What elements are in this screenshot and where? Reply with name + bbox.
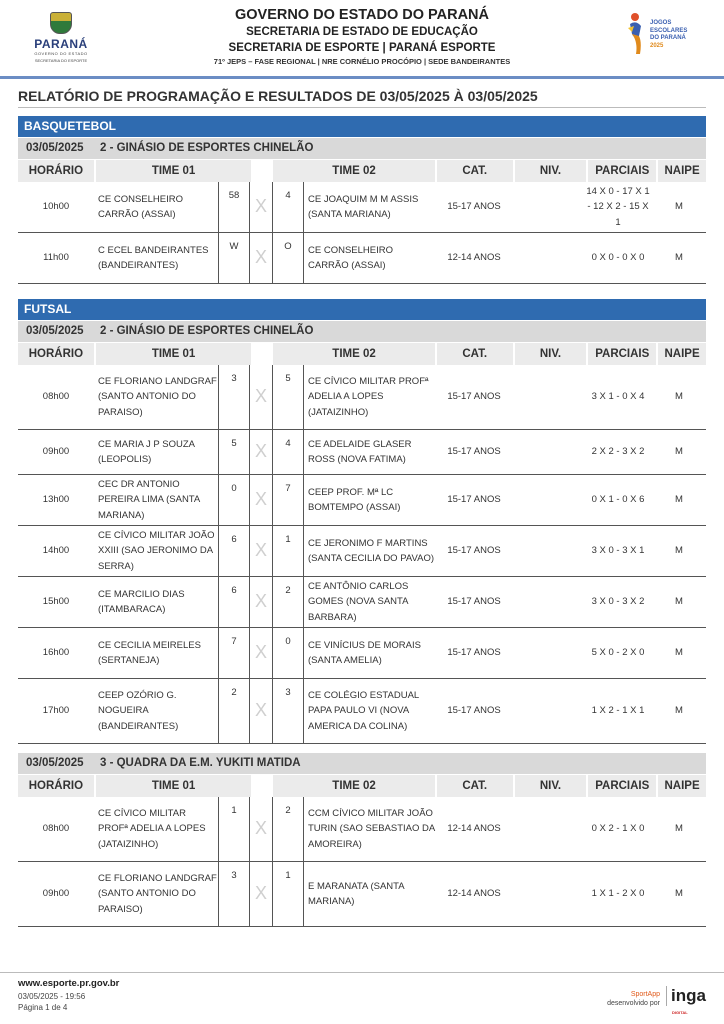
cell-naipe: M: [675, 823, 683, 835]
cell-score2: O: [272, 233, 304, 283]
cell-cat: 15-17 ANOS: [447, 545, 501, 557]
cell-score1: 5: [218, 430, 250, 474]
cell-parciais: 0 X 2 - 1 X 0: [591, 823, 645, 835]
cell-naipe: M: [675, 596, 683, 608]
game-rows: [18, 182, 706, 284]
cell-naipe: M: [675, 391, 683, 403]
cell-team2: CEEP PROF. Mª LC BOMTEMPO (ASSAI): [308, 486, 401, 513]
report-title: RELATÓRIO DE PROGRAMAÇÃO E RESULTADOS DE 03/05/2025 À 03/05/2025: [18, 88, 538, 104]
table-header: [18, 775, 706, 797]
col-horario: HORÁRIO: [18, 775, 94, 797]
cell-horario: 11h00: [43, 252, 69, 264]
cell-niv: [512, 430, 584, 474]
footer-credit: [580, 990, 660, 1008]
cell-team1: CE FLORIANO LANDGRAF (SANTO ANTONIO DO PARAISO): [98, 375, 217, 418]
cell-parciais: 3 X 1 - 0 X 4: [591, 391, 645, 403]
col-naipe: NAIPE: [658, 343, 706, 365]
cell-naipe: M: [675, 647, 683, 659]
table-row: [18, 526, 706, 577]
inga-logo: inga DIGITAL: [666, 986, 706, 1006]
cell-parciais: 3 X 0 - 3 X 1: [591, 545, 645, 557]
versus-mark: X: [254, 642, 267, 663]
table-row: [18, 577, 706, 628]
cell-score2: 1: [272, 862, 304, 926]
cell-parciais: 1 X 1 - 2 X 0: [591, 888, 645, 900]
versus-mark: X: [254, 700, 267, 721]
cell-team1: CE MARCILIO DIAS (ITAMBARACA): [98, 588, 185, 615]
header-line-4: 71º JEPS – FASE REGIONAL | NRE CORNÉLIO PROCÓPIO | SEDE BANDEIRANTES: [213, 57, 511, 66]
cell-niv: [512, 182, 584, 232]
versus-mark: X: [254, 818, 267, 839]
versus-mark: X: [254, 247, 267, 268]
versus-mark: X: [254, 883, 267, 904]
cell-niv: [512, 797, 584, 861]
cell-cat: 12-14 ANOS: [447, 823, 501, 835]
table-header: [18, 160, 706, 182]
cell-horario: 08h00: [42, 391, 70, 403]
cell-horario: 17h00: [42, 705, 70, 717]
cell-cat: 15-17 ANOS: [447, 391, 501, 403]
cell-parciais: 0 X 0 - 0 X 0: [591, 252, 645, 264]
cell-horario: 16h00: [42, 647, 70, 659]
col-parciais: PARCIAIS: [588, 775, 656, 797]
cell-naipe: M: [675, 201, 683, 213]
venue-name: 2 - GINÁSIO DE ESPORTES CHINELÃO: [100, 325, 314, 337]
futsal-venue-2-section: [18, 752, 706, 927]
cell-team1: CEC DR ANTONIO PEREIRA LIMA (SANTA MARIANA): [98, 478, 200, 521]
cell-team1: C ECEL BANDEIRANTES (BANDEIRANTES): [98, 244, 209, 271]
col-time2: TIME 02: [273, 160, 435, 182]
basquetebol-section: [18, 116, 706, 284]
table-row: [18, 628, 706, 679]
cell-score2: 7: [272, 475, 304, 525]
cell-team2: CE COLÉGIO ESTADUAL PAPA PAULO VI (NOVA AMERICA DA COLINA): [308, 689, 419, 732]
venue-bar: [18, 753, 706, 774]
cell-team2: CCM CÍVICO MILITAR JOÃO TURIN (SAO SEBASTIAO DA AMOREIRA): [308, 807, 435, 850]
cell-cat: 15-17 ANOS: [447, 494, 501, 506]
cell-horario: 09h00: [42, 446, 70, 458]
col-parciais: PARCIAIS: [588, 160, 656, 182]
cell-score1: 1: [218, 797, 250, 861]
cell-score1: W: [218, 233, 250, 283]
table-row: [18, 475, 706, 526]
versus-mark: X: [254, 441, 267, 462]
col-time1: TIME 01: [96, 160, 252, 182]
cell-parciais: 1 X 2 - 1 X 1: [591, 705, 645, 717]
col-time2: TIME 02: [273, 343, 435, 365]
cell-score2: 2: [272, 577, 304, 627]
game-rows: [18, 797, 706, 927]
venue-bar: [18, 138, 706, 159]
cell-niv: [512, 475, 584, 525]
cell-parciais: 2 X 2 - 3 X 2: [591, 446, 645, 458]
cell-niv: [512, 862, 584, 926]
table-header: [18, 343, 706, 365]
col-cat: CAT.: [437, 775, 513, 797]
developed-by-label: desenvolvido por: [607, 1000, 660, 1007]
cell-team2: CE VINÍCIUS DE MORAIS (SANTA AMELIA): [308, 639, 421, 666]
cell-niv: [512, 365, 584, 429]
cell-score1: 0: [218, 475, 250, 525]
cell-score1: 58: [218, 182, 250, 232]
header-titles: [160, 6, 564, 68]
cell-cat: 15-17 ANOS: [447, 201, 501, 213]
header-line-2: SECRETARIA DE ESTADO DE EDUCAÇÃO: [246, 26, 478, 38]
versus-mark: X: [254, 591, 267, 612]
col-horario: HORÁRIO: [18, 343, 94, 365]
footer-page-number: Página 1 de 4: [18, 1003, 68, 1012]
cell-team1: CE FLORIANO LANDGRAF (SANTO ANTONIO DO PARAISO): [98, 872, 217, 915]
cell-team1: CE MARIA J P SOUZA (LEOPOLIS): [98, 438, 195, 465]
game-rows: [18, 365, 706, 744]
cell-horario: 14h00: [42, 545, 70, 557]
cell-score2: 4: [272, 182, 304, 232]
cell-parciais: 14 X 0 - 17 X 1 - 12 X 2 - 15 X 1: [586, 185, 650, 228]
cell-cat: 12-14 ANOS: [447, 888, 501, 900]
cell-score1: 6: [218, 526, 250, 576]
venue-name: 3 - QUADRA DA E.M. YUKITI MATIDA: [100, 757, 301, 769]
header-line-3: SECRETARIA DE ESPORTE | PARANÁ ESPORTE: [228, 42, 496, 54]
table-row: [18, 797, 706, 862]
cell-cat: 15-17 ANOS: [447, 705, 501, 717]
sport-bar: FUTSAL: [18, 299, 706, 320]
header-divider: [0, 76, 724, 79]
cell-score2: 2: [272, 797, 304, 861]
cell-horario: 10h00: [42, 201, 70, 213]
cell-naipe: M: [675, 545, 683, 557]
cell-team2: CE JERONIMO F MARTINS (SANTA CECILIA DO PAVAO): [308, 537, 434, 564]
cell-team1: CE CÍVICO MILITAR JOÃO XXIII (SAO JERONIMO DA SERRA): [98, 529, 215, 572]
cell-niv: [512, 577, 584, 627]
cell-score2: 4: [272, 430, 304, 474]
cell-team2: CE CONSELHEIRO CARRÃO (ASSAI): [308, 244, 393, 271]
cell-score1: 2: [218, 679, 250, 743]
title-divider: [18, 107, 706, 108]
col-cat: CAT.: [437, 160, 513, 182]
cell-horario: 15h00: [42, 596, 70, 608]
col-horario: HORÁRIO: [18, 160, 94, 182]
cell-score2: 0: [272, 628, 304, 678]
cell-niv: [512, 526, 584, 576]
col-niv: NIV.: [515, 775, 587, 797]
venue-bar: [18, 321, 706, 342]
col-naipe: NAIPE: [658, 160, 706, 182]
table-row: [18, 365, 706, 430]
footer-datetime: 03/05/2025 - 19:56: [18, 992, 86, 1001]
cell-horario: 13h00: [42, 494, 70, 506]
cell-team2: CE ADELAIDE GLASER ROSS (NOVA FATIMA): [308, 438, 412, 465]
cell-score2: 1: [272, 526, 304, 576]
col-niv: NIV.: [515, 160, 587, 182]
col-time2: TIME 02: [273, 775, 435, 797]
cell-team2: CE ANTÔNIO CARLOS GOMES (NOVA SANTA BARBARA): [308, 580, 409, 623]
venue-date: 03/05/2025: [26, 757, 84, 769]
versus-mark: X: [254, 386, 267, 407]
cell-cat: 15-17 ANOS: [447, 446, 501, 458]
cell-parciais: 3 X 0 - 3 X 2: [591, 596, 645, 608]
cell-cat: 15-17 ANOS: [447, 647, 501, 659]
cell-niv: [512, 628, 584, 678]
cell-parciais: 0 X 1 - 0 X 6: [591, 494, 645, 506]
cell-score2: 3: [272, 679, 304, 743]
versus-mark: X: [254, 540, 267, 561]
cell-team2: E MARANATA (SANTA MARIANA): [308, 880, 405, 907]
col-naipe: NAIPE: [658, 775, 706, 797]
cell-naipe: M: [675, 705, 683, 717]
sport-bar: BASQUETEBOL: [18, 116, 706, 137]
cell-score1: 7: [218, 628, 250, 678]
col-cat: CAT.: [437, 343, 513, 365]
footer-divider: [0, 972, 724, 973]
venue-date: 03/05/2025: [26, 142, 84, 154]
cell-score1: 6: [218, 577, 250, 627]
parana-logo: PARANÁ GOVERNO DO ESTADO SECRETARIA DO ESPORTE: [28, 12, 94, 63]
cell-naipe: M: [675, 494, 683, 506]
futsal-section: [18, 299, 706, 744]
cell-team2: CE CÍVICO MILITAR PROFª ADELIA A LOPES (JATAIZINHO): [308, 375, 429, 418]
cell-team2: CE JOAQUIM M M ASSIS (SANTA MARIANA): [308, 193, 419, 220]
page-header: [0, 0, 724, 78]
cell-niv: [512, 233, 584, 283]
cell-horario: 08h00: [42, 823, 70, 835]
table-row: [18, 233, 706, 284]
cell-team1: CE CECILIA MEIRELES (SERTANEJA): [98, 639, 201, 666]
coat-of-arms-icon: [50, 12, 72, 34]
col-time1: TIME 01: [96, 343, 252, 365]
versus-mark: X: [254, 196, 267, 217]
table-row: [18, 182, 706, 233]
cell-naipe: M: [675, 888, 683, 900]
athlete-figure-icon: [626, 12, 646, 56]
table-row: [18, 430, 706, 475]
cell-cat: 15-17 ANOS: [447, 596, 501, 608]
cell-team1: CE CONSELHEIRO CARRÃO (ASSAI): [98, 193, 183, 220]
jogos-escolares-logo: JOGOS ESCOLARES DO PARANÁ 2025: [624, 12, 704, 62]
cell-niv: [512, 679, 584, 743]
venue-name: 2 - GINÁSIO DE ESPORTES CHINELÃO: [100, 142, 314, 154]
cell-naipe: M: [675, 446, 683, 458]
col-niv: NIV.: [515, 343, 587, 365]
cell-team1: CEEP OZÓRIO G. NOGUEIRA (BANDEIRANTES): [98, 689, 179, 732]
cell-score2: 5: [272, 365, 304, 429]
footer-url[interactable]: www.esporte.pr.gov.br: [18, 978, 120, 989]
venue-date: 03/05/2025: [26, 325, 84, 337]
table-row: [18, 679, 706, 744]
header-line-1: GOVERNO DO ESTADO DO PARANÁ: [234, 7, 490, 23]
cell-team1: CE CÍVICO MILITAR PROFª ADELIA A LOPES (JATAIZINHO): [98, 807, 206, 850]
cell-parciais: 5 X 0 - 2 X 0: [591, 647, 645, 659]
col-parciais: PARCIAIS: [588, 343, 656, 365]
cell-cat: 12-14 ANOS: [447, 252, 501, 264]
versus-mark: X: [254, 489, 267, 510]
cell-score1: 3: [218, 862, 250, 926]
sportapp-label: SportApp: [630, 991, 660, 998]
col-time1: TIME 01: [96, 775, 252, 797]
table-row: [18, 862, 706, 927]
cell-horario: 09h00: [42, 888, 70, 900]
cell-naipe: M: [675, 252, 683, 264]
cell-score1: 3: [218, 365, 250, 429]
